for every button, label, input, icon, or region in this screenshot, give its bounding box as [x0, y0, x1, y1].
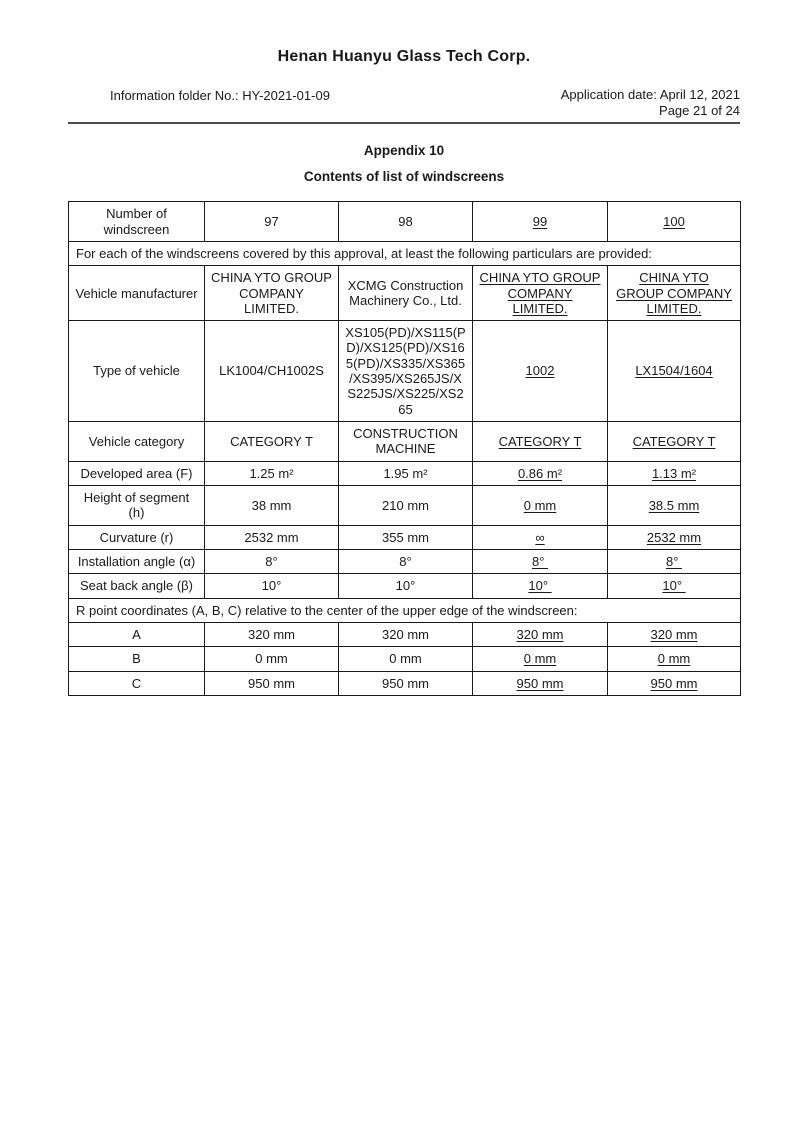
approval-note: For each of the windscreens covered by this approval, at least the following particulars are provided: — [69, 241, 741, 265]
r-point-note: R point coordinates (A, B, C) relative to the center of the upper edge of the windscreen: — [69, 598, 741, 622]
document-page — [68, 0, 740, 696]
table-cell: 8° — [608, 550, 741, 574]
table-cell: 2532 mm — [608, 525, 741, 549]
row-label: Developed area (F) — [69, 461, 205, 485]
table-cell: 1.95 m² — [339, 461, 473, 485]
row-label: B — [69, 647, 205, 671]
company-title: Henan Huanyu Glass Tech Corp. — [277, 48, 531, 65]
info-folder-number: Information folder No.: HY-2021-01-09 — [110, 88, 330, 103]
row-label: Vehicle manufacturer — [69, 266, 205, 321]
appendix-title: Appendix 10 — [363, 143, 445, 159]
header-right-block — [561, 87, 740, 118]
table-cell: CHINA YTO GROUP COMPANY LIMITED. — [473, 266, 608, 321]
row-label: Number of windscreen — [69, 202, 205, 242]
page-number: Page 21 of 24 — [659, 102, 740, 118]
table-cell: CATEGORY T — [205, 422, 339, 462]
row-installation-angle — [69, 550, 741, 574]
header-divider — [68, 122, 740, 124]
row-label: Type of vehicle — [69, 321, 205, 422]
table-cell: 355 mm — [339, 525, 473, 549]
table-cell: 100 — [608, 202, 741, 242]
table-cell: 99 — [473, 202, 608, 242]
table-cell: 950 mm — [205, 671, 339, 695]
row-vehicle-category — [69, 422, 741, 462]
table-cell: 1002 — [473, 321, 608, 422]
row-label: C — [69, 671, 205, 695]
table-cell: 0 mm — [608, 647, 741, 671]
table-cell: CHINA YTO GROUP COMPANY LIMITED. — [205, 266, 339, 321]
row-vehicle-manufacturer — [69, 266, 741, 321]
table-cell: 320 mm — [608, 623, 741, 647]
table-cell: LX1504/1604 — [608, 321, 741, 422]
row-coordinate-b — [69, 647, 741, 671]
table-cell: 10° — [473, 574, 608, 598]
table-cell: 38.5 mm — [608, 486, 741, 526]
table-cell: 0 mm — [205, 647, 339, 671]
table-cell: 2532 mm — [205, 525, 339, 549]
row-seat-back-angle — [69, 574, 741, 598]
table-cell: 950 mm — [608, 671, 741, 695]
windscreen-table — [68, 201, 741, 696]
table-cell: 210 mm — [339, 486, 473, 526]
row-label: Vehicle category — [69, 422, 205, 462]
table-cell: 8° — [205, 550, 339, 574]
row-coordinate-a — [69, 623, 741, 647]
table-cell: 8° — [473, 550, 608, 574]
windscreen-table-body — [69, 202, 741, 696]
table-cell: 320 mm — [205, 623, 339, 647]
table-cell: 8° — [339, 550, 473, 574]
row-type-of-vehicle — [69, 321, 741, 422]
table-cell: 320 mm — [339, 623, 473, 647]
document-header — [68, 87, 740, 118]
row-r-point-note — [69, 598, 741, 622]
table-cell: 950 mm — [339, 671, 473, 695]
row-height-of-segment — [69, 486, 741, 526]
table-cell: CONSTRUCTION MACHINE — [339, 422, 473, 462]
table-cell: CATEGORY T — [473, 422, 608, 462]
table-cell: XCMG Construction Machinery Co., Ltd. — [339, 266, 473, 321]
table-cell: CATEGORY T — [608, 422, 741, 462]
row-label: A — [69, 623, 205, 647]
table-cell: ∞ — [473, 525, 608, 549]
row-developed-area — [69, 461, 741, 485]
table-cell: 950 mm — [473, 671, 608, 695]
table-cell: 0 mm — [473, 486, 608, 526]
application-date: Application date: April 12, 2021 — [560, 87, 740, 102]
table-cell: 0 mm — [339, 647, 473, 671]
table-cell: XS105(PD)/XS115(PD)/XS125(PD)/XS165(PD)/XS335/XS365/XS395/XS265JS/XS225JS/XS225/XS265 — [339, 321, 473, 422]
table-cell: 1.13 m² — [608, 461, 741, 485]
table-cell: 10° — [205, 574, 339, 598]
row-approval-note — [69, 241, 741, 265]
table-cell: 98 — [339, 202, 473, 242]
row-label: Seat back angle (β) — [69, 574, 205, 598]
row-number-of-windscreen — [69, 202, 741, 242]
table-cell: 10° — [339, 574, 473, 598]
row-label: Installation angle (α) — [69, 550, 205, 574]
table-cell: 97 — [205, 202, 339, 242]
table-cell: 1.25 m² — [205, 461, 339, 485]
table-cell: 320 mm — [473, 623, 608, 647]
table-cell: LK1004/CH1002S — [205, 321, 339, 422]
row-curvature — [69, 525, 741, 549]
table-cell: 10° — [608, 574, 741, 598]
row-coordinate-c — [69, 671, 741, 695]
row-label: Curvature (r) — [69, 525, 205, 549]
table-cell: 0.86 m² — [473, 461, 608, 485]
table-cell: CHINA YTO GROUP COMPANY LIMITED. — [608, 266, 741, 321]
table-title: Contents of list of windscreens — [303, 169, 505, 185]
table-cell: 38 mm — [205, 486, 339, 526]
row-label: Height of segment (h) — [69, 486, 205, 526]
table-cell: 0 mm — [473, 647, 608, 671]
